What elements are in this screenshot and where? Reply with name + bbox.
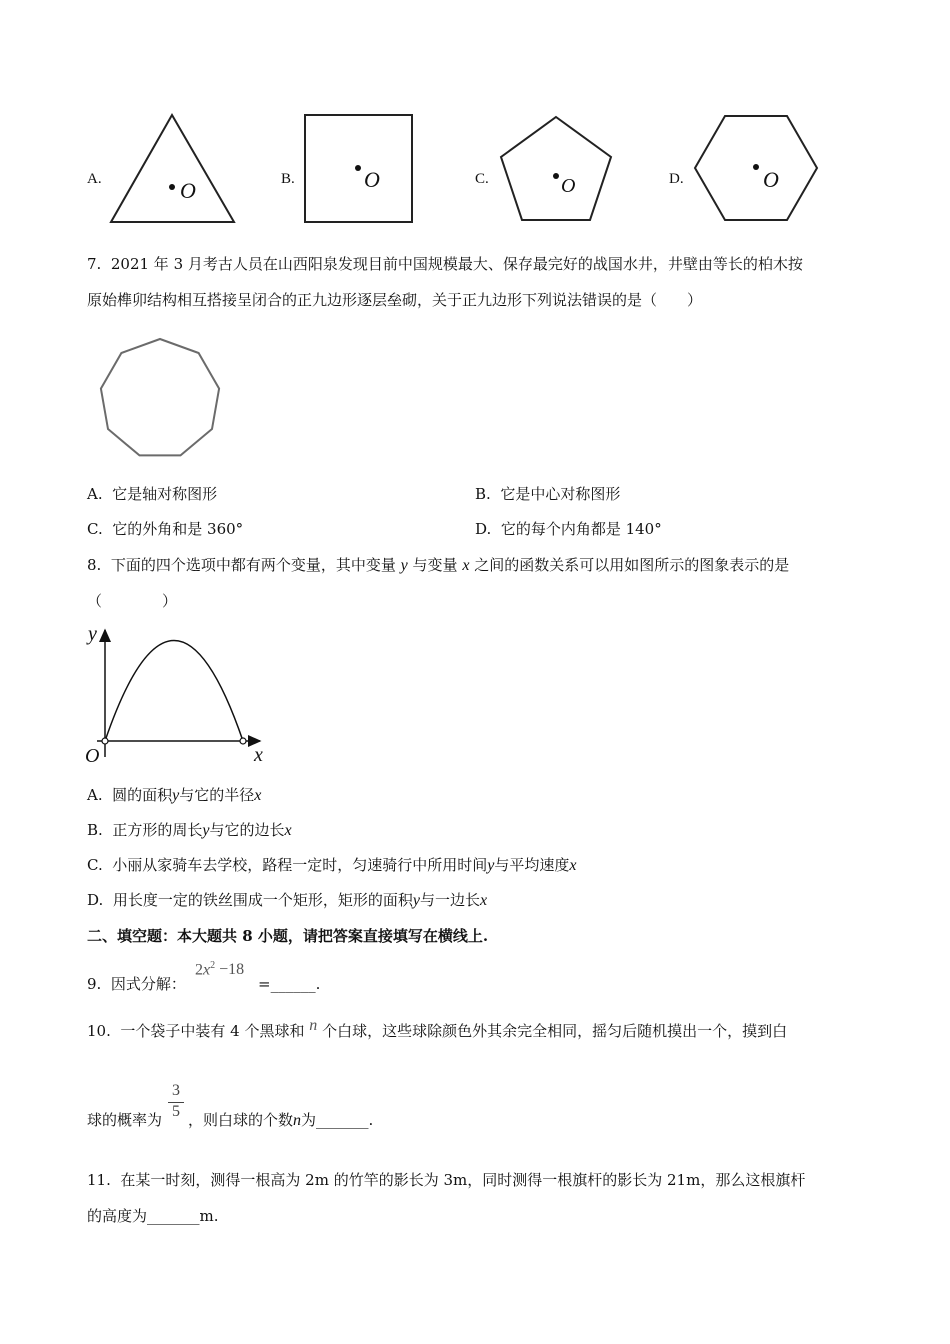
q7-number: 7. <box>87 255 102 273</box>
q8-option-c-label: C. <box>87 856 103 874</box>
q9-line <box>87 974 186 994</box>
q8-option-b-label: B. <box>87 821 103 839</box>
q10-fraction-denominator: 5 <box>168 1102 184 1121</box>
q7-stem-line-2: 原始榫卯结构相互搭接呈闭合的正九边形逐层垒砌，关于正九边形下列说法错误的是（ ） <box>87 291 703 309</box>
q10-fraction-numerator: 3 <box>172 1082 180 1099</box>
pentagon-figure <box>494 112 619 226</box>
point-o-dot <box>553 173 559 179</box>
square-figure <box>300 110 418 228</box>
q8-var-y: y <box>202 822 210 839</box>
q9-rest: −18 <box>219 961 245 979</box>
point-o-label: O <box>561 175 576 197</box>
q11-line-1 <box>87 1170 805 1190</box>
q11-number: 11. <box>87 1171 111 1189</box>
triangle-figure <box>105 110 240 228</box>
q7-option-d-text: 它的每个内角都是 140° <box>500 520 662 538</box>
q8-option-b-text: 正方形的周长 <box>112 821 203 839</box>
q10-stem-part: ，则白球的个数 <box>188 1111 294 1129</box>
q8-stem-part: 与变量 <box>412 556 458 574</box>
point-o-dot <box>355 165 361 171</box>
q8-var-y: y <box>400 557 408 574</box>
q8-var-x: x <box>284 822 292 839</box>
q8-option-a-text: 圆的面积 <box>112 786 173 804</box>
q9-expression <box>195 960 244 979</box>
q7-option-b <box>475 484 620 504</box>
point-o-label: O <box>364 167 380 192</box>
q9-answer-blank[interactable]: =______. <box>258 975 321 993</box>
q10-fraction <box>168 1082 184 1121</box>
q9-exponent: 2 <box>210 960 216 971</box>
point-o-dot <box>753 164 759 170</box>
point-o-label: O <box>763 167 779 192</box>
q8-stem-part: 之间的函数关系可以用如图所示的图象表示的是 <box>474 556 790 574</box>
q7-option-a-text: 它是轴对称图形 <box>112 485 218 503</box>
nonagon-figure <box>95 334 225 464</box>
q8-var-x: x <box>462 557 470 574</box>
q6-option-c-label: C. <box>475 171 489 187</box>
q10-line-2-b <box>188 1110 373 1131</box>
x-axis-label: x <box>254 744 263 766</box>
q6-option-b-label: B. <box>281 171 295 187</box>
q10-number: 10. <box>87 1022 111 1040</box>
q8-option-a-label: A. <box>87 786 103 804</box>
q7-option-a <box>87 484 217 504</box>
q10-var-n: n <box>309 1017 318 1034</box>
origin-label: O <box>85 745 100 767</box>
point-o-dot <box>169 184 175 190</box>
q7-option-b-label: B. <box>475 485 491 503</box>
q9-var-x: x <box>203 961 211 979</box>
q7-option-c-text: 它的外角和是 360° <box>112 520 244 538</box>
q8-var-y: y <box>172 787 180 804</box>
q7-option-d <box>475 519 662 539</box>
q9-number: 9. <box>87 975 102 993</box>
q8-stem-part: 下面的四个选项中都有两个变量，其中变量 <box>110 556 396 574</box>
q10-stem-part: 个白球，这些球除颜色外其余完全相同，摇匀后随机摸出一个，摸到白 <box>322 1022 788 1040</box>
hexagon-figure <box>692 110 822 226</box>
q8-stem-line-2: （ ） <box>87 592 178 610</box>
q6-option-a-label: A. <box>87 171 102 187</box>
q10-line-2-a: 球的概率为 <box>87 1111 163 1129</box>
q7-option-b-text: 它是中心对称图形 <box>500 485 621 503</box>
q10-answer-blank[interactable]: 为_______. <box>301 1111 374 1129</box>
q7-option-c-label: C. <box>87 520 103 538</box>
q8-option-d-text: 与一边长 <box>419 891 480 909</box>
q8-var-y: y <box>412 892 420 909</box>
q9-coef: 2 <box>195 961 203 979</box>
parabola-curve <box>105 641 243 742</box>
q8-option-c-text: 与平均速度 <box>494 856 570 874</box>
q8-var-x: x <box>479 892 488 909</box>
q8-line-1 <box>87 555 789 576</box>
q8-option-c <box>87 855 577 876</box>
q8-var-x: x <box>254 787 262 804</box>
q6-option-d-label: D. <box>669 171 684 187</box>
parabola-graph <box>82 622 272 767</box>
section-2-title: 二、填空题：本大题共 8 小题，请把答案直接填写在横线上. <box>87 927 489 945</box>
q8-option-c-text: 小丽从家骑车去学校，路程一定时，匀速骑行中所用时间 <box>112 856 488 874</box>
q8-option-d-label: D. <box>87 891 104 909</box>
q7-stem-line-1: 2021 年 3 月考古人员在山西阳泉发现目前中国规模最大、保存最完好的战国水井，井壁由等长的柏木按 <box>110 255 803 273</box>
q8-var-y: y <box>487 857 495 874</box>
q8-var-x: x <box>569 857 577 874</box>
q8-option-d-text: 用长度一定的铁丝围成一个矩形，矩形的面积 <box>112 891 413 909</box>
q7-option-c <box>87 519 243 539</box>
point-o-label: O <box>180 178 196 203</box>
q10-stem-part: 一个袋子中装有 4 个黑球和 <box>120 1022 305 1040</box>
q11-stem-line-1: 在某一时刻，测得一根高为 2m 的竹竿的影长为 3m，同时测得一根旗杆的影长为 21m，那么这根旗杆 <box>120 1171 806 1189</box>
root-open-point <box>240 738 246 744</box>
pentagon-shape <box>501 117 611 220</box>
q9-prefix: 因式分解： <box>110 975 186 993</box>
q10-line-1 <box>87 1017 788 1042</box>
nonagon-shape <box>101 339 219 455</box>
y-axis-label: y <box>88 623 97 645</box>
q10-var-n: n <box>293 1112 302 1129</box>
q8-number: 8. <box>87 556 102 574</box>
q7-line-1 <box>87 254 803 274</box>
q11-stem-line-2[interactable]: 的高度为_______m. <box>87 1207 219 1225</box>
triangle-shape <box>111 115 234 222</box>
q8-option-a-text: 与它的半径 <box>179 786 255 804</box>
q7-option-a-label: A. <box>87 485 103 503</box>
q8-option-a <box>87 785 261 806</box>
q8-option-b <box>87 820 292 841</box>
q8-option-d <box>87 890 487 911</box>
q7-option-d-label: D. <box>475 520 492 538</box>
q8-option-b-text: 与它的边长 <box>209 821 285 839</box>
origin-open-point <box>102 738 108 744</box>
